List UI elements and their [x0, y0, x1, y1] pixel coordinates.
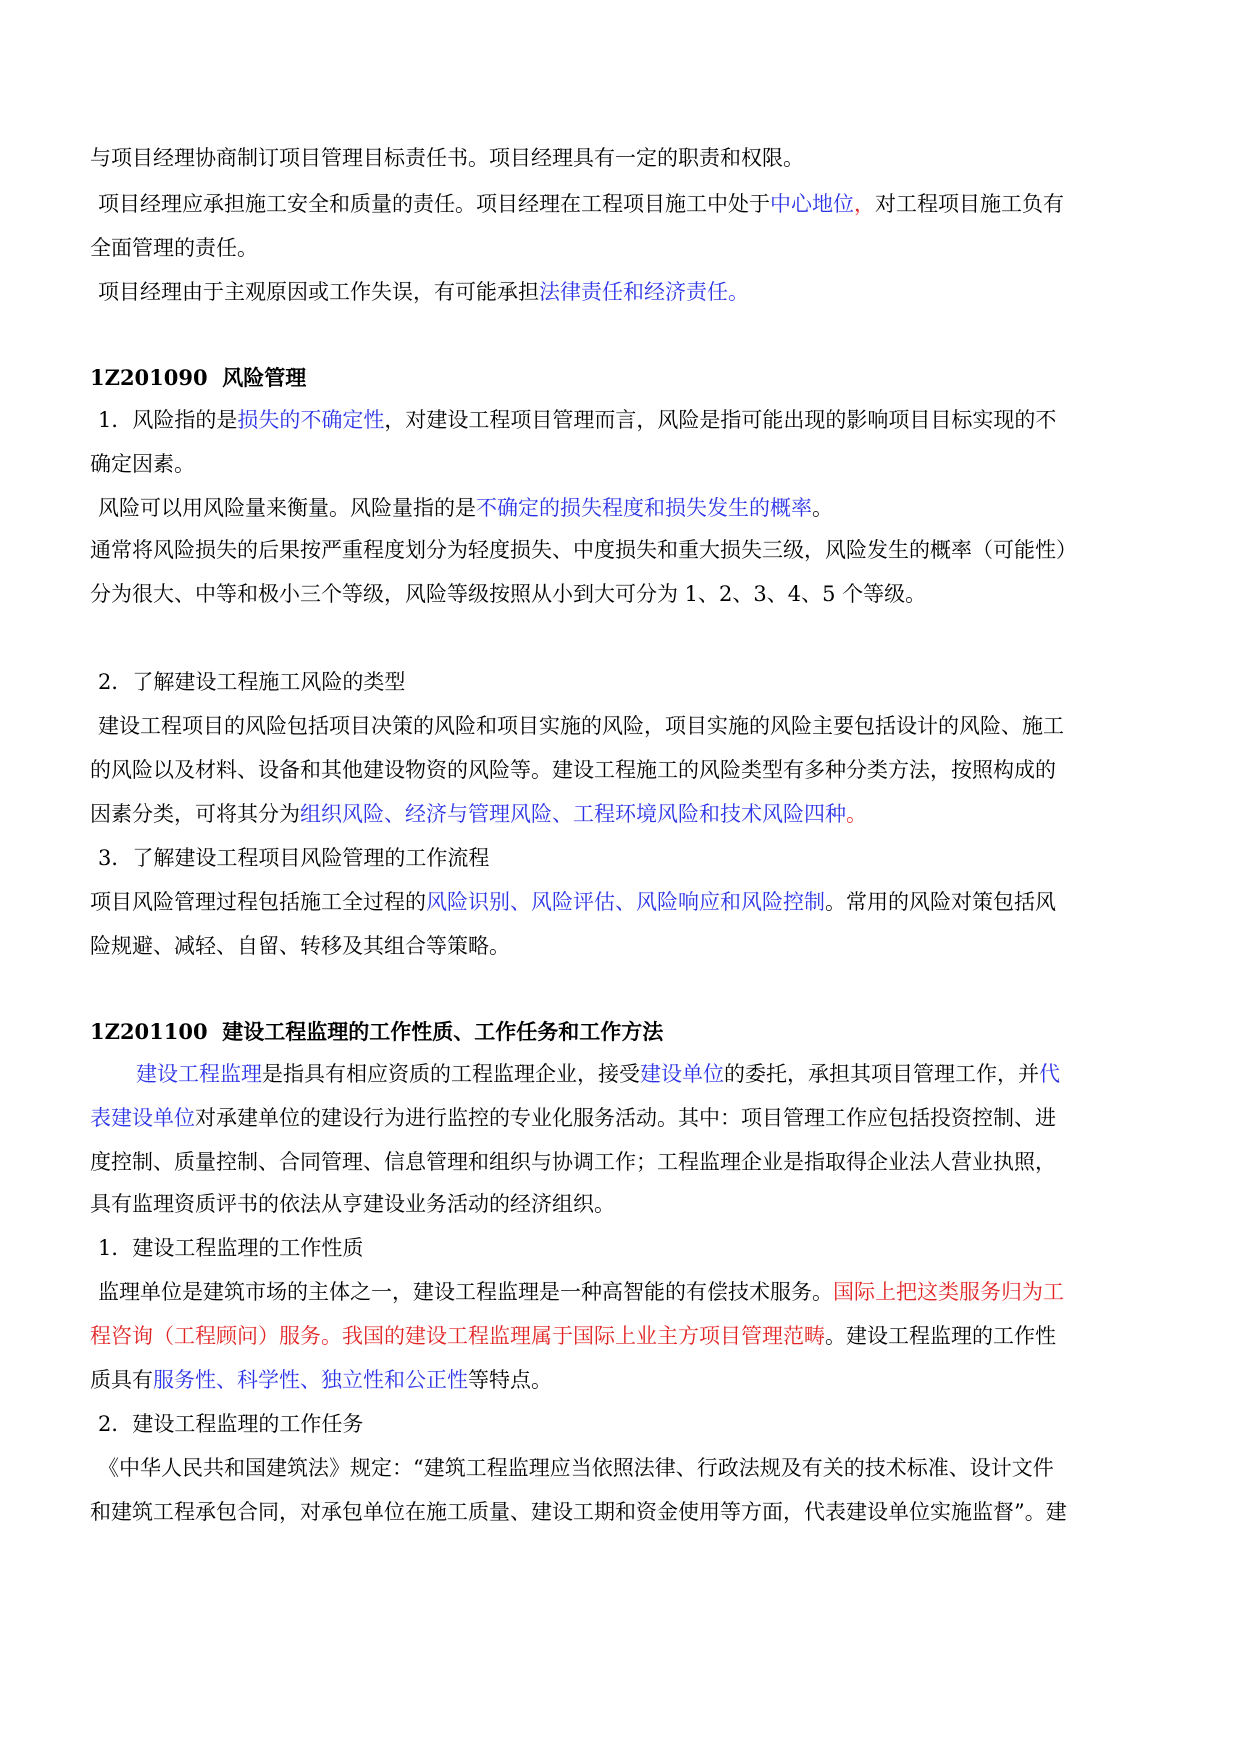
- text: 项目经理由于主观原因或工作失误，有可能承担: [98, 280, 539, 304]
- paragraph-line: [90, 1497, 1067, 1527]
- paragraph-line: [90, 799, 867, 829]
- highlight-text: 服务性、科学性、独立性和公正性: [153, 1368, 468, 1392]
- highlight-text: 程咨询（工程顾问）服务。我国的建设工程监理属于国际上业主方项目管理范畴: [90, 1324, 825, 1348]
- paragraph-line: [90, 579, 926, 609]
- text: 。建设工程监理的工作性: [825, 1324, 1056, 1348]
- highlight-text: ，: [854, 192, 875, 216]
- highlight-text: 组织风险、经济与管理风险、工程环境风险和技术风险四种: [300, 802, 846, 826]
- text: 。常用的风险对策包括风: [825, 890, 1056, 914]
- highlight-text: 中心地位: [770, 192, 854, 216]
- paragraph-line: [98, 1453, 1054, 1483]
- text: 建设工程项目的风险包括项目决策的风险和项目实施的风险，项目实施的风险主要包括设计的风险、施工: [98, 714, 1064, 738]
- paragraph-line: [90, 1365, 552, 1395]
- paragraph-line: [90, 887, 1056, 917]
- highlight-text: 建设工程监理: [136, 1062, 262, 1086]
- text: 和建筑工程承包合同，对承包单位在施工质量、建设工期和资金使用等方面，代表建设单位实施监督”。建: [90, 1500, 1067, 1524]
- text: 是指具有相应资质的工程监理企业，接受: [262, 1062, 640, 1086]
- text: 监理单位是建筑市场的主体之一，建设工程监理是一种高智能的有偿技术服务。: [98, 1280, 833, 1304]
- paragraph-line: [98, 189, 1064, 219]
- text: 与项目经理协商制订项目管理目标责任书。项目经理具有一定的职责和权限。: [90, 146, 804, 170]
- highlight-text: 风险识别、风险评估、风险响应和风险控制: [426, 890, 825, 914]
- section-heading: [90, 363, 306, 393]
- highlight-text: 表建设单位: [90, 1106, 195, 1130]
- text: 的风险以及材料、设备和其他建设物资的风险等。建设工程施工的风险类型有多种分类方法，按照构成的: [90, 758, 1056, 782]
- paragraph-line: [98, 277, 749, 307]
- subsection-title: [98, 1409, 363, 1439]
- highlight-text: 代: [1039, 1062, 1060, 1086]
- text: 项目经理应承担施工安全和质量的责任。项目经理在工程项目施工中处于: [98, 192, 770, 216]
- paragraph-line: [90, 1189, 615, 1219]
- text: ，对建设工程项目管理而言，风险是指可能出现的影响项目目标实现的不: [384, 408, 1057, 432]
- text: 险规避、减轻、自留、转移及其组合等策略。: [90, 934, 510, 958]
- section-code: 1Z201090: [90, 365, 208, 390]
- paragraph-line: [90, 143, 804, 173]
- highlight-text: 建设单位: [640, 1062, 724, 1086]
- subsection-title: [98, 843, 489, 873]
- highlight-text: 国际上把这类服务归为工: [833, 1280, 1064, 1304]
- text: 通常将风险损失的后果按严重程度划分为轻度损失、中度损失和重大损失三级，风险发生的概率（可能性）: [90, 538, 1077, 562]
- paragraph-line: [98, 711, 1064, 741]
- highlight-text: 。: [846, 802, 867, 826]
- paragraph-line: [90, 1321, 1056, 1351]
- paragraph-line: [90, 1103, 1056, 1133]
- text: 具有监理资质评书的依法从亨建设业务活动的经济组织。: [90, 1192, 615, 1216]
- highlight-text: 不确定的损失程度和损失发生的概率: [476, 496, 812, 520]
- text: 项目风险管理过程包括施工全过程的: [90, 890, 426, 914]
- subsection-title: [98, 667, 405, 697]
- highlight-text: 损失的不确定性: [237, 408, 385, 432]
- text: 质具有: [90, 1368, 153, 1392]
- text: 对承建单位的建设行为进行监控的专业化服务活动。其中：项目管理工作应包括投资控制、进: [195, 1106, 1056, 1130]
- section-code: 1Z201100: [90, 1019, 208, 1044]
- section-title: 风险管理: [222, 365, 307, 390]
- text: 全面管理的责任。: [90, 236, 258, 260]
- highlight-text: 法律责任和经济责任。: [539, 280, 749, 304]
- paragraph-line: [90, 233, 258, 263]
- text: 确定因素。: [90, 452, 195, 476]
- paragraph-line: [90, 449, 195, 479]
- text: 。: [812, 496, 833, 520]
- paragraph-line: [90, 931, 510, 961]
- section-heading: [90, 1017, 663, 1047]
- paragraph-line: [98, 1277, 1064, 1307]
- paragraph-line: [98, 493, 833, 523]
- text: 分为很大、中等和极小三个等级，风险等级按照从小到大可分为 1、2、3、4、5 个等级。: [90, 582, 927, 606]
- subsection-title: [98, 1233, 363, 1263]
- text: 1．风险指的是: [98, 408, 238, 432]
- text: 的委托，承担其项目管理工作，并: [724, 1062, 1039, 1086]
- text: 对工程项目施工负有: [875, 192, 1064, 216]
- text: 因素分类，可将其分为: [90, 802, 300, 826]
- paragraph-line: [98, 405, 1056, 435]
- paragraph-line: [90, 755, 1056, 785]
- text: 等特点。: [468, 1368, 552, 1392]
- paragraph-line: [90, 1147, 1056, 1177]
- paragraph-line: [136, 1059, 1060, 1089]
- text: 《中华人民共和国建筑法》规定：“建筑工程监理应当依照法律、行政法规及有关的技术标准、设计文件: [98, 1456, 1054, 1480]
- text: 风险可以用风险量来衡量。风险量指的是: [98, 496, 476, 520]
- section-title: 建设工程监理的工作性质、工作任务和工作方法: [222, 1019, 664, 1044]
- text: 度控制、质量控制、合同管理、信息管理和组织与协调工作；工程监理企业是指取得企业法人营业执照，: [90, 1150, 1056, 1174]
- paragraph-line: [90, 535, 1077, 565]
- text: 2．了解建设工程施工风险的类型: [98, 670, 406, 694]
- text: 3．了解建设工程项目风险管理的工作流程: [98, 846, 490, 870]
- text: 2．建设工程监理的工作任务: [98, 1412, 364, 1436]
- text: 1．建设工程监理的工作性质: [98, 1236, 364, 1260]
